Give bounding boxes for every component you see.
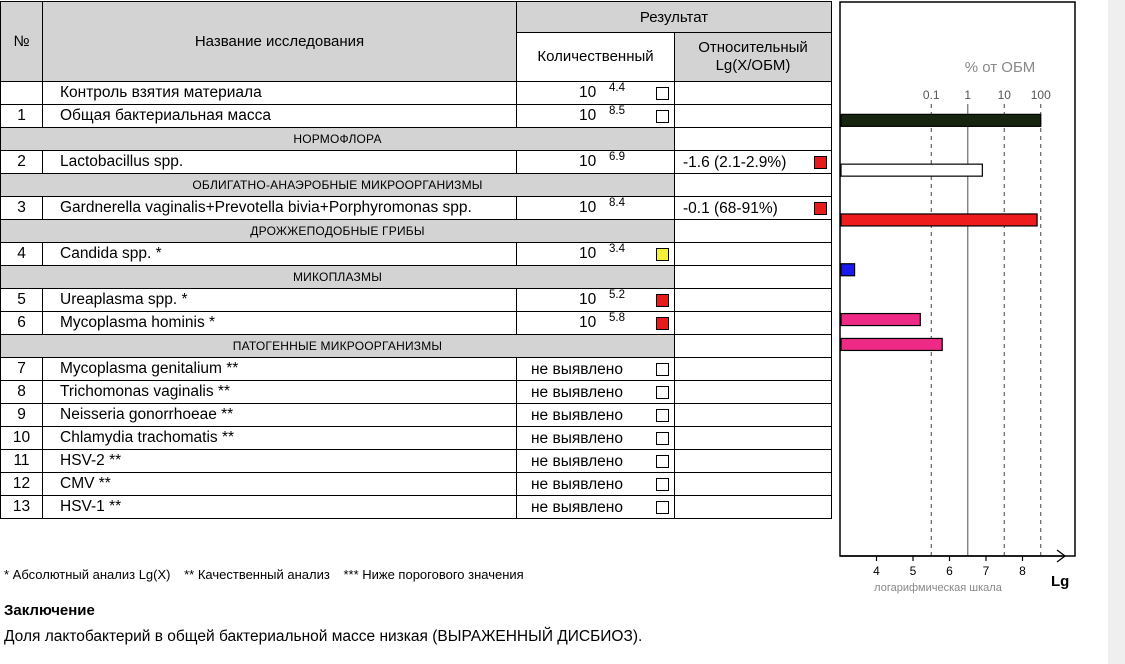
test-name: Candida spp. * — [43, 243, 517, 266]
table-row — [1, 243, 832, 266]
section-header-row — [1, 128, 832, 151]
test-name: Chlamydia trachomatis ** — [43, 427, 517, 450]
quantity-flag-box — [656, 248, 669, 261]
chart-bar — [841, 314, 920, 326]
relative-cell — [675, 197, 832, 220]
percent-tick-label: 100 — [1030, 88, 1051, 102]
test-name: Trichomonas vaginalis ** — [43, 381, 517, 404]
test-name: Mycoplasma hominis * — [43, 312, 517, 335]
quantitative-cell — [517, 197, 675, 220]
quantity-flag-box — [656, 317, 669, 330]
relative-cell — [675, 82, 832, 105]
table-row — [1, 289, 832, 312]
conclusion-title: Заключение — [4, 602, 95, 619]
test-name: Mycoplasma genitalium ** — [43, 358, 517, 381]
quantity-flag-box — [656, 432, 669, 445]
quantity-flag-box — [656, 386, 669, 399]
row-number: 9 — [1, 404, 43, 427]
row-number: 10 — [1, 427, 43, 450]
quantity-base: 10 — [579, 291, 597, 308]
test-name: Контроль взятия материала — [43, 82, 517, 105]
quantity-flag-box — [656, 87, 669, 100]
not-detected-text: не выявлено — [531, 384, 623, 401]
relative-flag-box — [814, 156, 827, 169]
quantity-flag-box — [656, 455, 669, 468]
test-name: CMV ** — [43, 473, 517, 496]
quantity-exponent: 4.4 — [609, 82, 625, 94]
not-detected-text: не выявлено — [531, 453, 623, 470]
relative-cell — [675, 404, 832, 427]
x-tick-label: 7 — [982, 564, 990, 578]
test-name: Ureaplasma spp. * — [43, 289, 517, 312]
relative-cell — [675, 381, 832, 404]
percent-tick-label: 0.1 — [922, 88, 940, 102]
not-detected-text: не выявлено — [531, 476, 623, 493]
table-row — [1, 496, 832, 519]
quantitative-cell — [517, 82, 675, 105]
row-number — [1, 82, 43, 105]
table-row — [1, 381, 832, 404]
quantitative-cell — [517, 312, 675, 335]
quantity-base: 10 — [579, 199, 597, 216]
section-title: НОРМОФЛОРА — [1, 128, 675, 151]
percent-tick-label: 1 — [964, 88, 972, 102]
x-tick-label: 8 — [1019, 564, 1026, 578]
relative-value: -0.1 (68-91%) — [683, 200, 778, 217]
row-number: 11 — [1, 450, 43, 473]
relative-cell — [675, 450, 832, 473]
relative-cell — [675, 427, 832, 450]
table-row — [1, 427, 832, 450]
row-number: 7 — [1, 358, 43, 381]
quantitative-cell — [517, 473, 675, 496]
quantity-exponent: 8.4 — [609, 197, 625, 209]
quantity-base: 10 — [579, 314, 597, 331]
footnote-absolute: * Абсолютный анализ Lg(X) — [4, 567, 171, 582]
quantitative-cell — [517, 358, 675, 381]
relative-cell — [675, 289, 832, 312]
row-number: 1 — [1, 105, 43, 128]
section-header-row — [1, 266, 832, 289]
header-relative-line2: Lg(X/ОБМ) — [715, 57, 791, 74]
table-row — [1, 358, 832, 381]
header-relative-line1: Относительный — [698, 39, 808, 56]
table-row — [1, 473, 832, 496]
quantity-base: 10 — [579, 245, 597, 262]
table-row — [1, 450, 832, 473]
quantity-flag-box — [656, 409, 669, 422]
test-name: Gardnerella vaginalis+Prevotella bivia+Porphyromonas spp. — [43, 197, 517, 220]
section-title: ДРОЖЖЕПОДОБНЫЕ ГРИБЫ — [1, 220, 675, 243]
test-name: Neisseria gonorrhoeae ** — [43, 404, 517, 427]
quantitative-cell — [517, 105, 675, 128]
footnote-qualitative: ** Качественный анализ — [184, 567, 330, 582]
quantitative-cell — [517, 289, 675, 312]
footnotes — [4, 567, 534, 582]
relative-cell — [675, 243, 832, 266]
section-empty-cell — [675, 174, 832, 197]
not-detected-text: не выявлено — [531, 499, 623, 516]
percent-tick-label: 10 — [997, 88, 1011, 102]
quantity-flag-box — [656, 110, 669, 123]
row-number: 13 — [1, 496, 43, 519]
section-title: ОБЛИГАТНО-АНАЭРОБНЫЕ МИКРООРГАНИЗМЫ — [1, 174, 675, 197]
percent-of-total-label: % от ОБМ — [964, 59, 1036, 76]
chart-bar — [841, 164, 982, 176]
test-name: Lactobacillus spp. — [43, 151, 517, 174]
quantity-base: 10 — [579, 153, 597, 170]
log-scale-label: логарифмическая шкала — [874, 582, 1002, 594]
quantitative-cell — [517, 404, 675, 427]
not-detected-text: не выявлено — [531, 361, 623, 378]
row-number: 4 — [1, 243, 43, 266]
not-detected-text: не выявлено — [531, 407, 623, 424]
chart-bar — [841, 214, 1037, 226]
relative-value: -1.6 (2.1-2.9%) — [683, 154, 787, 171]
x-tick-label: 6 — [946, 564, 953, 578]
relative-cell — [675, 151, 832, 174]
table-row — [1, 82, 832, 105]
section-empty-cell — [675, 220, 832, 243]
row-number: 3 — [1, 197, 43, 220]
test-name: Общая бактериальная масса — [43, 105, 517, 128]
row-number: 8 — [1, 381, 43, 404]
quantitative-cell — [517, 450, 675, 473]
section-header-row — [1, 220, 832, 243]
relative-cell — [675, 496, 832, 519]
section-empty-cell — [675, 128, 832, 151]
x-tick-label: 5 — [909, 564, 917, 578]
quantity-base: 10 — [579, 84, 597, 101]
quantity-exponent: 3.4 — [609, 243, 625, 255]
footnote-threshold: *** Ниже порогового значения — [343, 567, 524, 582]
relative-flag-box — [814, 202, 827, 215]
results-table — [0, 1, 832, 519]
row-number: 6 — [1, 312, 43, 335]
table-row — [1, 312, 832, 335]
quantitative-cell — [517, 427, 675, 450]
section-empty-cell — [675, 335, 832, 358]
table-row — [1, 404, 832, 427]
row-number: 5 — [1, 289, 43, 312]
chart-frame — [840, 2, 1075, 556]
quantity-exponent: 8.5 — [609, 105, 625, 117]
quantitative-cell — [517, 243, 675, 266]
quantity-flag-box — [656, 478, 669, 491]
test-name: HSV-2 ** — [43, 450, 517, 473]
header-quantitative: Количественный — [517, 33, 675, 82]
relative-cell — [675, 105, 832, 128]
quantity-exponent: 5.2 — [609, 289, 625, 301]
header-relative — [675, 33, 832, 82]
quantitative-cell — [517, 496, 675, 519]
quantity-flag-box — [656, 363, 669, 376]
quantity-base: 10 — [579, 107, 597, 124]
lg-axis-label: Lg — [1051, 573, 1070, 590]
row-number: 12 — [1, 473, 43, 496]
test-name: HSV-1 ** — [43, 496, 517, 519]
chart-bar — [841, 338, 942, 350]
table-row — [1, 197, 832, 220]
section-header-row — [1, 335, 832, 358]
relative-cell — [675, 312, 832, 335]
header-number: № — [1, 2, 43, 82]
conclusion-text: Доля лактобактерий в общей бактериальной массе низкая (ВЫРАЖЕННЫЙ ДИСБИОЗ). — [4, 628, 643, 645]
chart-bar — [841, 114, 1041, 126]
header-test-name: Название исследования — [43, 2, 517, 82]
section-empty-cell — [675, 266, 832, 289]
table-row — [1, 151, 832, 174]
table-row — [1, 105, 832, 128]
quantity-exponent: 5.8 — [609, 312, 625, 324]
page-edge — [1108, 0, 1125, 664]
section-title: ПАТОГЕННЫЕ МИКРООРГАНИЗМЫ — [1, 335, 675, 358]
chart-bar — [841, 264, 855, 276]
section-header-row — [1, 174, 832, 197]
not-detected-text: не выявлено — [531, 430, 623, 447]
section-title: МИКОПЛАЗМЫ — [1, 266, 675, 289]
relative-cell — [675, 473, 832, 496]
quantitative-cell — [517, 381, 675, 404]
relative-cell — [675, 358, 832, 381]
quantity-flag-box — [656, 501, 669, 514]
header-result: Результат — [517, 2, 832, 33]
quantity-exponent: 6.9 — [609, 151, 625, 163]
row-number: 2 — [1, 151, 43, 174]
quantity-flag-box — [656, 294, 669, 307]
log-scale-chart — [838, 0, 1078, 600]
quantitative-cell — [517, 151, 675, 174]
x-tick-label: 4 — [873, 564, 880, 578]
